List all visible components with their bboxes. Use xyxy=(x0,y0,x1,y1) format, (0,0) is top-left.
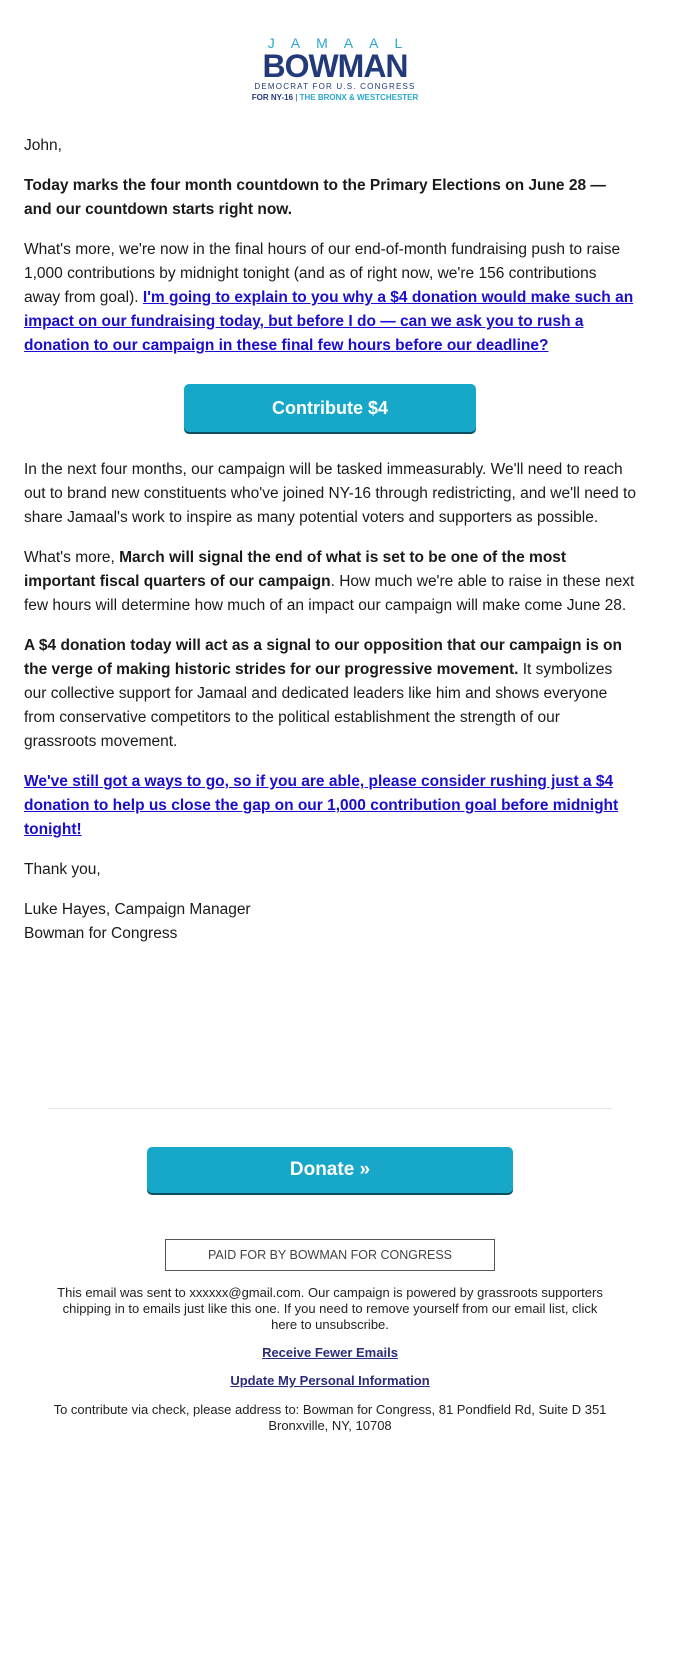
signature xyxy=(24,898,636,946)
signer-name: Luke Hayes, Campaign Manager xyxy=(24,901,251,918)
spacer xyxy=(0,946,660,1108)
email-body xyxy=(0,134,660,946)
donate-button-wrap xyxy=(0,1147,660,1193)
email-footer xyxy=(0,1147,660,1434)
update-info-wrap xyxy=(0,1373,660,1389)
footer-divider xyxy=(48,1108,612,1109)
logo-district-sep: | xyxy=(295,93,298,102)
signal-text-bold: A $4 donation today will act as a signal to our opposition that our campaign is on the verge of making historic strides for our progressive movement. xyxy=(24,637,622,678)
fewer-emails-wrap xyxy=(0,1345,660,1361)
donate-button[interactable]: Donate » xyxy=(147,1147,513,1193)
fiscal-text-b: . How much we're able to raise in these next few hours will determine how much of an impact our campaign will make come June 28. xyxy=(24,573,635,614)
thanks: Thank you, xyxy=(24,861,101,878)
closing-ask-paragraph xyxy=(24,770,636,842)
logo-district-a: FOR NY-16 xyxy=(251,93,294,102)
update-info-link[interactable]: Update My Personal Information xyxy=(230,1373,430,1388)
logo-first-name: JAMAAL xyxy=(267,35,419,51)
contribute-button-wrap xyxy=(24,384,636,432)
fundraising-paragraph xyxy=(24,238,636,358)
address-line-2: Bronxville, NY, 10708 xyxy=(268,1418,392,1433)
unsubscribe-notice: This email was sent to xxxxxx@gmail.com. Our campaign is powered by grassroots supporters chipping in to emails just like this one. If you need to remove yourself from our email list, click here to unsubscribe. xyxy=(57,1285,603,1332)
fewer-emails-link[interactable]: Receive Fewer Emails xyxy=(262,1345,398,1360)
fiscal-text-bold: March will signal the end of what is set to be one of the most important fiscal quarters of our campaign xyxy=(24,549,567,590)
fiscal-text-a: What's more, xyxy=(24,549,120,566)
closing-ask-link[interactable]: We've still got a ways to go, so if you are able, please consider rushing just a $4 donation to help us close the gap on our 1,000 contribution goal before midnight tonight! xyxy=(24,773,619,838)
paid-for-disclaimer: PAID FOR BY BOWMAN FOR CONGRESS xyxy=(165,1239,495,1271)
logo-last-name: BOWMAN xyxy=(262,48,408,84)
signal-text: It symbolizes our collective support for Jamaal and dedicated leaders like him and shows everyone from conservative competitors to the political establishment the strength of our grassroots movement. xyxy=(24,661,613,750)
fiscal-quarter-paragraph xyxy=(24,546,636,618)
signer-org: Bowman for Congress xyxy=(24,925,178,942)
greeting: John, xyxy=(24,137,62,154)
contribute-button[interactable]: Contribute $4 xyxy=(184,384,476,432)
logo-district xyxy=(10,92,660,104)
next-four-months-paragraph: In the next four months, our campaign will be tasked immeasurably. We'll need to reach out to brand new constituents who've joined NY-16 through redistricting, and we'll need to share Jamaal's work to inspire as many potential voters and supporters as possible. xyxy=(24,461,636,526)
fundraising-text: What's more, we're now in the final hours of our end-of-month fundraising push to raise 1,000 contributions by midnight tonight (and as of right now, we're 156 contributions away from goal). xyxy=(24,241,621,306)
logo-subtitle: DEMOCRAT FOR U.S. CONGRESS xyxy=(254,82,416,91)
address-line-1: To contribute via check, please address to: Bowman for Congress, 81 Pondfield Rd, Suite D 351 xyxy=(53,1402,607,1417)
mailing-address xyxy=(0,1402,660,1434)
signal-paragraph xyxy=(24,634,636,754)
logo-district-b: THE BRONX & WESTCHESTER xyxy=(299,93,419,102)
donation-ask-link[interactable]: I'm going to explain to you why a $4 donation would make such an impact on our fundraising today, but before I do — can we ask you to rush a donation to our campaign in these final few hours before our deadline? xyxy=(24,289,634,354)
intro-paragraph: Today marks the four month countdown to the Primary Elections on June 28 — and our countdown starts right now. xyxy=(24,177,606,218)
paid-for-wrap xyxy=(0,1239,660,1271)
campaign-logo xyxy=(0,0,660,106)
